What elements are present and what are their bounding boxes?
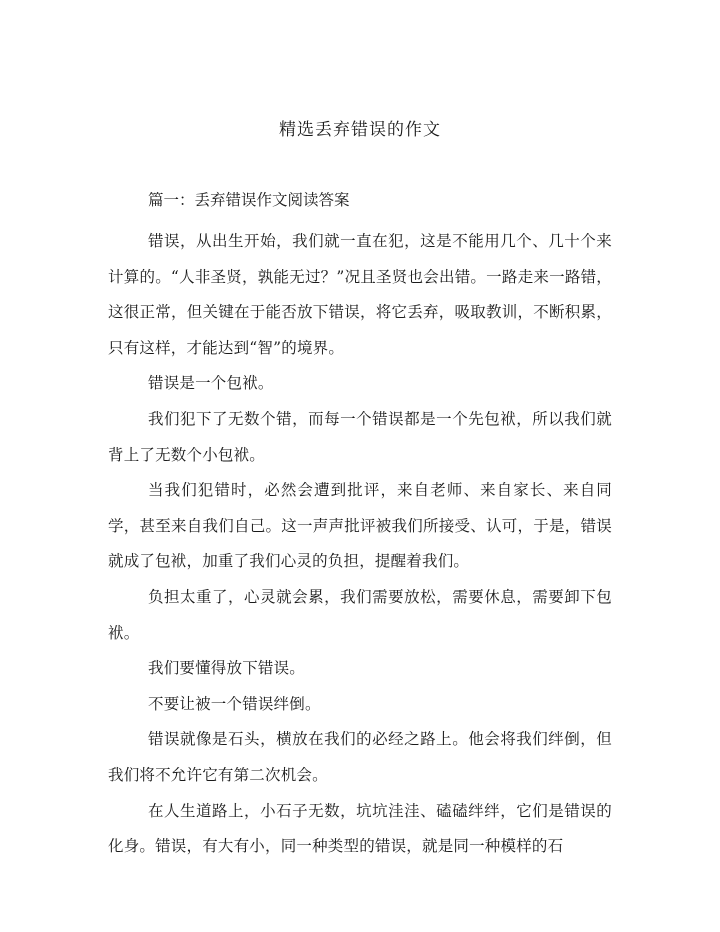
paragraph: 在人生道路上，小石子无数，坑坑洼洼、磕磕绊绊，它们是错误的化身。错误，有大有小，同一种类型的错误，就是同一种模样的石: [108, 801, 612, 856]
paragraph: 负担太重了，心灵就会累，我们需要放松，需要休息，需要卸下包袱。: [108, 587, 612, 642]
paragraph: 我们犯下了无数个错，而每一个错误都是一个先包袱，所以我们就背上了无数个小包袱。: [108, 409, 612, 464]
paragraph: 不要让被一个错误绊倒。: [148, 694, 321, 713]
document-body: [108, 224, 612, 865]
paragraph: 错误就像是石头，横放在我们的必经之路上。他会将我们绊倒，但我们将不允许它有第二次机会。: [108, 730, 612, 784]
document-title: 精选丢弃错误的作文: [279, 120, 441, 140]
paragraph: 错误，从出生开始，我们就一直在犯，这是不能用几个、几十个来计算的。“人非圣贤，孰能无过？”况且圣贤也会出错。一路走来一路错，这很正常，但关键在于能否放下错误，将它丢弃，吸取教训，不断积累，只有这样，才能达到“智”的境界。: [108, 232, 612, 357]
paragraph: 我们要懂得放下错误。: [148, 659, 306, 678]
section-heading: 篇一：丢弃错误作文阅读答案: [148, 191, 350, 209]
paragraph: 错误是一个包袱。: [148, 374, 274, 393]
paragraph: 当我们犯错时，必然会遭到批评，来自老师、来自家长、来自同学，甚至来自我们自己。这一声声批评被我们所接受、认可，于是，错误就成了包袱，加重了我们心灵的负担，提醒着我们。: [108, 481, 612, 571]
